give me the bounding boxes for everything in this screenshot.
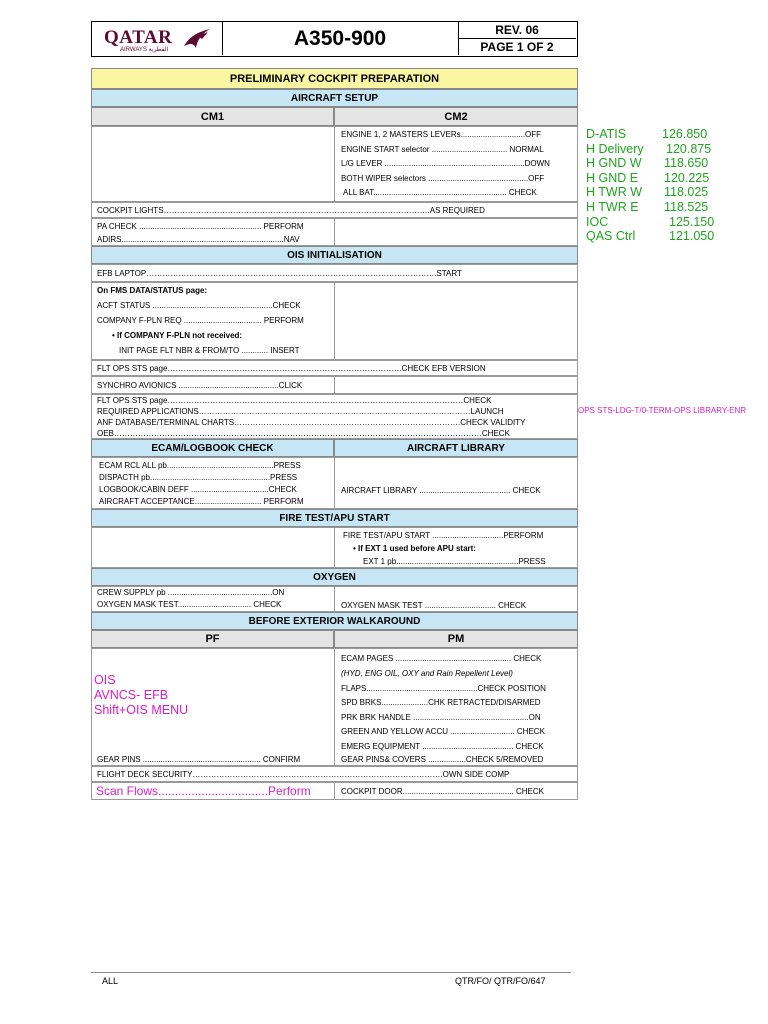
freq-value: 118.025	[664, 185, 709, 199]
list-item: EXT 1 pb.......................................................PRESS	[363, 557, 546, 566]
list-item: ALL BAT............................................................ CHECK	[343, 188, 537, 197]
freq-value: 126.850	[662, 127, 708, 141]
section-ecam-logbook: ECAM/LOGBOOK CHECK	[91, 439, 334, 457]
list-item: ANF DATABASE/TERMINAL CHARTS………………………………………………………………………….CHECK VALIDITY	[97, 418, 526, 427]
freq-name: H Delivery	[586, 142, 644, 156]
footer-divider	[91, 972, 571, 973]
freq-value: 118.650	[664, 156, 709, 170]
aircraft-model: A350-900	[222, 22, 459, 55]
pa-check: PA CHECK ....................................................... PERFORM	[97, 222, 304, 231]
pf-note: AVNCS- EFB	[94, 688, 169, 702]
freq-value: 125.150	[669, 215, 715, 229]
freq-name: D-ATIS	[586, 127, 627, 141]
list-item: OXYGEN MASK TEST................................. CHECK	[97, 600, 282, 609]
aircraft-library-item: AIRCRAFT LIBRARY ......................................... CHECK	[341, 486, 541, 495]
list-item: GREEN AND YELLOW ACCU ............................. CHECK	[341, 727, 545, 736]
pf-header: PF	[91, 630, 334, 648]
freq-name: H GND W	[586, 156, 642, 170]
list-item: LOGBOOK/CABIN DEFF ...................................CHECK	[99, 485, 297, 494]
list-item: SPD BRKS.....................CHK RETRACTED/DISARMED	[341, 698, 541, 707]
list-item: CREW SUPPLY pb ...............................................ON	[97, 588, 285, 597]
list-item: EMERG EQUIPMENT ......................................... CHECK	[341, 742, 544, 751]
list-item: • If COMPANY F-PLN not received:	[112, 331, 243, 340]
list-item: ECAM PAGES .................................................... CHECK	[341, 654, 542, 663]
efb-laptop: EFB LAPTOP……………………………………………………………………………………………….START	[97, 269, 462, 278]
list-item: OEB…………………………………………………………………………………………………………………………CHECK	[97, 429, 510, 438]
airline-logo	[92, 22, 223, 55]
list-item: (HYD, ENG OIL, OXY and Rain Repellent Level)	[341, 669, 513, 678]
pf-note: OIS	[94, 673, 116, 687]
page-title: PRELIMINARY COCKPIT PREPARATION	[91, 68, 578, 89]
fms-heading: On FMS DATA/STATUS page:	[97, 286, 208, 295]
oryx-logo-icon	[180, 26, 214, 52]
freq-name: H GND E	[586, 171, 639, 185]
list-item: FIRE TEST/APU START ................................PERFORM	[343, 531, 544, 540]
section-ois-init: OIS INITIALISATION	[91, 246, 578, 264]
freq-value: 120.875	[666, 142, 712, 156]
section-aircraft-library: AIRCRAFT LIBRARY	[334, 439, 578, 457]
cm1-header: CM1	[91, 107, 334, 126]
document-header	[91, 21, 578, 57]
list-item: COMPANY F-PLN REQ ................................... PERFORM	[97, 316, 304, 325]
list-item: GEAR PINS& COVERS .................CHECK 5/REMOVED	[341, 755, 544, 764]
section-fire-test: FIRE TEST/APU START	[91, 509, 578, 527]
airline-sub: AIRWAYS القطرية	[120, 47, 169, 53]
cockpit-lights: COCKPIT LIGHTS……………………………………………………………………………………….AS REQUIRED	[97, 206, 485, 215]
list-item: • If EXT 1 used before APU start:	[353, 544, 476, 553]
oxygen-mask-test-pm: OXYGEN MASK TEST ................................ CHECK	[341, 601, 527, 610]
revision: REV. 06	[458, 22, 576, 39]
list-item: L/G LEVER ...............................................................DOWN	[341, 159, 550, 168]
list-item: ECAM RCL ALL pb................................................PRESS	[99, 461, 301, 470]
footer-right: QTR/FO/ QTR/FO/647	[455, 976, 546, 986]
freq-name: IOC	[586, 215, 609, 229]
list-item: BOTH WIPER selectors .............................................OFF	[341, 174, 545, 183]
cockpit-door: COCKPIT DOOR.................................................. CHECK	[341, 787, 544, 796]
section-oxygen: OXYGEN	[91, 568, 578, 586]
flight-deck-security: FLIGHT DECK SECURITY………………………………………………………………………………….OWN SIDE COMP	[97, 770, 510, 779]
section-before-walkaround: BEFORE EXTERIOR WALKAROUND	[91, 612, 578, 630]
pf-note: Shift+OIS MENU	[94, 703, 189, 717]
freq-value: 121.050	[669, 229, 715, 243]
footer-left: ALL	[102, 976, 119, 986]
airline-name: QATAR	[104, 27, 173, 48]
section-aircraft-setup: AIRCRAFT SETUP	[91, 89, 578, 107]
adirs: ADIRS.........................................................................NAV	[97, 235, 300, 244]
list-item: DISPACTH pb......................................................PRESS	[99, 473, 298, 482]
list-item: REQUIRED APPLICATIONS…………………………………………………………………………………………LAUNCH	[97, 407, 504, 416]
gear-pins: GEAR PINS ..................................................... CONFIRM	[97, 755, 301, 764]
list-item: FLAPS..................................................CHECK POSITION	[341, 684, 546, 693]
list-item: ENGINE 1, 2 MASTERS LEVERs.............................OFF	[341, 130, 542, 139]
list-item: AIRCRAFT ACCEPTANCE.............................. PERFORM	[99, 497, 304, 506]
list-item: PRK BRK HANDLE ....................................................ON	[341, 713, 541, 722]
list-item: FLT OPS STS page…………………………………………………………………………………………………CHECK	[97, 396, 492, 405]
freq-value: 118.525	[664, 200, 709, 214]
list-item: ACFT STATUS ......................................................CHECK	[97, 301, 301, 310]
list-item: INIT PAGE FLT NBR & FROM/TO ............ INSERT	[119, 346, 300, 355]
list-item: ENGINE START selector .................................. NORMAL	[341, 145, 544, 154]
synchro-avionics: SYNCHRO AVIONICS .............................................CLICK	[97, 381, 303, 390]
scan-flows: Scan Flows.................................Perform	[96, 784, 311, 798]
flt-ops-sts: FLT OPS STS page…………………………………………………………………………….CHECK EFB VERSION	[97, 364, 486, 373]
pm-header: PM	[334, 630, 578, 648]
freq-name: QAS Ctrl	[586, 229, 636, 243]
apps-note: OPS STS-LDG-T/0-TERM-OPS LIBRARY-ENR	[578, 406, 747, 415]
freq-name: H TWR W	[586, 185, 643, 199]
page-number: PAGE 1 OF 2	[480, 40, 554, 54]
freq-name: H TWR E	[586, 200, 639, 214]
cm2-header: CM2	[334, 107, 578, 126]
freq-value: 120.225	[664, 171, 710, 185]
